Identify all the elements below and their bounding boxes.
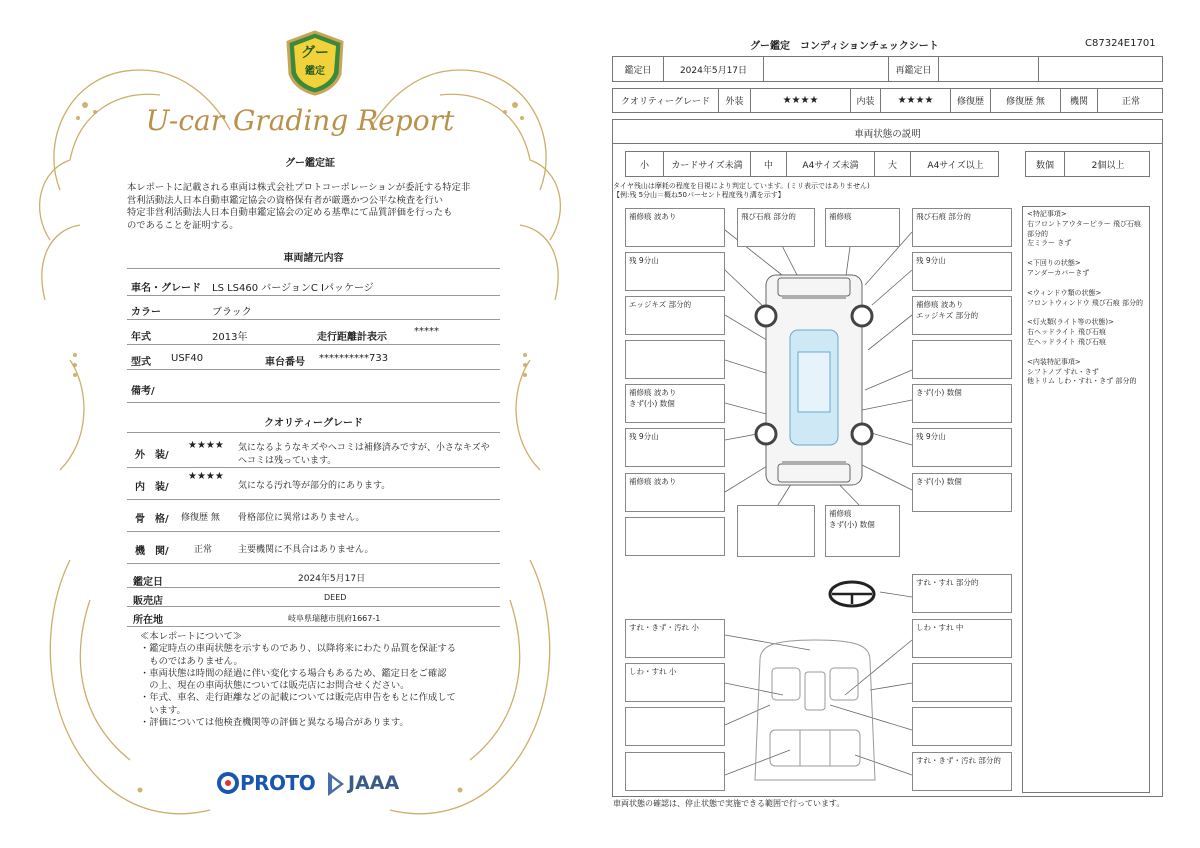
steering-wheel-icon (830, 582, 874, 606)
car-name-value: LS LS460 バージョンC Iパッケージ (212, 283, 374, 294)
intro-line: のであることを証明する。 (127, 219, 239, 231)
callout-box (912, 707, 1012, 746)
proto-logo: PROTO (240, 771, 316, 795)
script-title: U-car Grading Report (145, 104, 455, 137)
size-large-label: 大 (874, 152, 910, 176)
appraisal-date-value: 2024年5月17日 (298, 574, 366, 584)
divider (127, 563, 500, 564)
note-line: 他トリム しわ・すれ・きず 部分的 (1027, 377, 1137, 386)
engine-label: 機関 (1060, 89, 1097, 112)
note-line: 右ヘッドライト 飛び石痕 (1027, 328, 1107, 337)
callout-box: 残 9分山 (625, 252, 725, 291)
notice-line: ものではありません。 (140, 655, 243, 667)
sheet-code: C87324E1701 (1085, 38, 1156, 49)
intro-text (127, 182, 507, 232)
quality-label: 機 関/ (135, 546, 169, 557)
quality-text: 気になる汚れ等が部分的にあります。 (238, 481, 391, 491)
callout-box (625, 340, 725, 379)
note-line: <下回りの状態> (1027, 259, 1081, 268)
divider (127, 402, 500, 403)
callout-box: 残 9分山 (625, 428, 725, 467)
repair-value: 修復歴 無 (990, 89, 1060, 112)
notes-label: 備考/ (131, 386, 155, 397)
quality-label: 外 装/ (135, 450, 169, 461)
divider (127, 499, 500, 500)
intro-line: 営利活動法人日本自動車鑑定協会の資格保有者が厳選かつ公平な検査を行い (127, 194, 444, 206)
interior-label: 内装 (850, 89, 880, 112)
note-line: 左ミラー きず (1027, 239, 1072, 248)
size-mid-desc: A4サイズ未満 (786, 152, 874, 176)
color-value: ブラック (212, 307, 252, 318)
notice-line: います。 (140, 704, 186, 716)
divider (127, 295, 500, 296)
address-value: 岐阜県瑞穂市別府1667-1 (288, 614, 381, 623)
divider (127, 344, 500, 345)
quality-text: 主要機関に不具合はありません。 (238, 545, 374, 555)
tire-note: タイヤ残山は摩耗の程度を目視により判定しています。(ミリ表示ではありません) (613, 182, 870, 190)
callout-box: すれ・すれ 部分的 (912, 574, 1012, 613)
quality-label: 骨 格/ (135, 514, 169, 525)
quality-stars: ★★★★ (188, 471, 224, 482)
callout-box: 補修痕 波あり エッジキズ 部分的 (912, 296, 1012, 335)
quality-text: ヘコミは残っています。 (238, 456, 337, 466)
divider (127, 467, 500, 468)
callout-box: 補修痕 波あり きず(小) 数個 (625, 384, 725, 423)
callout-box (625, 752, 725, 791)
chassis-value: **********733 (319, 353, 389, 364)
chassis-label: 車台番号 (265, 357, 305, 368)
callout-box: 飛び石痕 部分的 (737, 208, 815, 247)
note-line: フロントウィンドウ 飛び石痕 部分的 (1027, 298, 1144, 307)
divider (127, 268, 500, 269)
quality-title: クオリティーグレード (264, 418, 363, 429)
sheet-title: グー鑑定 コンディションチェックシート (750, 41, 939, 52)
callout-box: きず(小) 数個 (912, 473, 1012, 512)
quality-status: 修復歴 無 (181, 513, 220, 523)
count-desc: 2個以上 (1064, 152, 1151, 176)
quality-status: 正常 (194, 545, 213, 555)
note-line: 部分的 (1027, 229, 1048, 238)
divider (127, 531, 500, 532)
note-line: アンダーカバーきず (1027, 268, 1090, 277)
year-label: 年式 (131, 332, 151, 343)
reappraisal-label: 再鑑定日 (888, 57, 938, 81)
model-value: USF40 (171, 353, 204, 364)
divider (127, 587, 500, 588)
callout-box: 飛び石痕 部分的 (912, 208, 1012, 247)
certificate-heading: グー鑑定証 (285, 158, 335, 169)
note-line: <ウィンドウ類の状態> (1027, 288, 1102, 297)
exterior-label: 外装 (718, 89, 750, 112)
size-small-label: 小 (639, 160, 649, 171)
note-line: シフトノブ すれ・きず (1027, 367, 1099, 376)
callout-box (625, 517, 725, 556)
callout-box: しわ・すれ 中 (912, 619, 1012, 658)
exterior-stars: ★★★★ (750, 89, 850, 112)
notice-line: ・評価については他検査機関等の評価と異なる場合があります。 (140, 717, 409, 729)
callout-box: 補修痕 きず(小) 数個 (825, 505, 900, 557)
notice-line: ・年式、車名、走行距離などの記載については販売店申告をもとに作成して (140, 692, 456, 704)
notice-line: ・車両状態は時間の経過に伴い変化する場合もあるため、鑑定日をご確認 (140, 667, 447, 679)
proto-logo-icon (216, 771, 240, 797)
mileage-value: ***** (414, 326, 439, 337)
callout-box (737, 505, 815, 557)
count-label: 数個 (1035, 160, 1054, 171)
color-label: カラー (131, 307, 161, 318)
mileage-label: 走行距離計表示 (317, 332, 387, 343)
repair-label: 修復歴 (950, 89, 990, 112)
callout-box: 補修痕 (825, 208, 900, 247)
notice-line: ・鑑定時点の車両状態を示すものであり、以降将来にわたり品質を保証する (140, 643, 457, 655)
note-line: 右フロントアウターピラー 飛び石痕 (1027, 219, 1141, 228)
note-line: <内装特記事項> (1027, 357, 1081, 366)
model-label: 型式 (131, 357, 151, 368)
divider (127, 606, 500, 607)
quality-label: 内 装/ (135, 482, 169, 493)
callout-box: すれ・きず・汚れ 小 (625, 619, 725, 658)
address-label: 所在地 (133, 615, 163, 626)
date-label: 鑑定日 (624, 65, 652, 76)
jaaa-logo-icon (326, 770, 346, 798)
note-line: <特記事項> (1027, 210, 1067, 218)
year-value: 2013年 (212, 332, 248, 343)
quality-stars: ★★★★ (188, 440, 224, 451)
badge-bottom-text: 鑑定 (305, 66, 325, 77)
size-small-desc: カードサイズ未満 (663, 152, 750, 176)
intro-line: 本レポートに記載される車両は株式会社プロトコーポレーションが委託する特定非 (127, 182, 471, 193)
callout-box: しわ・すれ 小 (625, 663, 725, 702)
quality-text: 気になるようなキズやヘコミは補修済みですが、小さなキズや (238, 443, 490, 453)
note-line: 左ヘッドライト 飛び石痕 (1027, 337, 1107, 346)
notice-title: ≪本レポートについて≫ (140, 631, 243, 642)
badge-top-text: グー (301, 45, 329, 61)
callout-box: 補修痕 波あり (625, 208, 725, 247)
callout-box: 残 9分山 (912, 428, 1012, 467)
intro-line: 特定非営利活動法人日本自動車鑑定協会の定める基準にて品質評価を行ったも (127, 207, 453, 218)
size-mid-label: 中 (750, 152, 786, 176)
divider (127, 626, 500, 627)
engine-value: 正常 (1097, 89, 1164, 112)
appraisal-date-label: 鑑定日 (133, 577, 163, 588)
divider (127, 319, 500, 320)
notice-block (140, 631, 500, 729)
car-name-label: 車名・グレード (131, 283, 201, 294)
callout-box: きず(小) 数個 (912, 384, 1012, 423)
divider (127, 432, 500, 433)
dealer-value: DEED (324, 593, 347, 602)
condition-check-sheet (600, 0, 1200, 848)
section-title: 車両状態の説明 (854, 129, 921, 140)
quality-text: 骨格部位に異常はありません。 (238, 513, 365, 523)
tire-example: 【例:残 5分山＝概ね50パーセント程度残り溝を示す】 (613, 191, 785, 199)
note-line: <灯火類(ライト等の状態)> (1027, 318, 1114, 327)
jaaa-logo: JAAA (348, 772, 400, 794)
callout-box: 補修痕 波あり (625, 473, 725, 512)
callout-box (912, 663, 1012, 702)
callout-box (912, 340, 1012, 379)
grade-label: クオリティーグレード (620, 97, 711, 107)
dealer-label: 販売店 (133, 596, 163, 607)
date-value: 2024年5月17日 (663, 57, 763, 81)
callout-box (625, 707, 725, 746)
size-large-desc: A4サイズ以上 (910, 152, 1000, 176)
divider (127, 369, 500, 370)
notice-line: の上、現在の車両状態については販売店にお問合せください。 (140, 680, 410, 692)
callout-box: 残 9分山 (912, 252, 1012, 291)
sheet-footer: 車両状態の確認は、停止状態で実施できる範囲で行っています。 (613, 799, 845, 808)
car-top-view (766, 275, 862, 485)
spec-title: 車両諸元内容 (283, 253, 344, 264)
callout-box: すれ・きず・汚れ 部分的 (912, 752, 1012, 791)
car-interior-view (755, 640, 875, 780)
callout-box: エッジキズ 部分的 (625, 296, 725, 335)
interior-stars: ★★★★ (880, 89, 950, 112)
